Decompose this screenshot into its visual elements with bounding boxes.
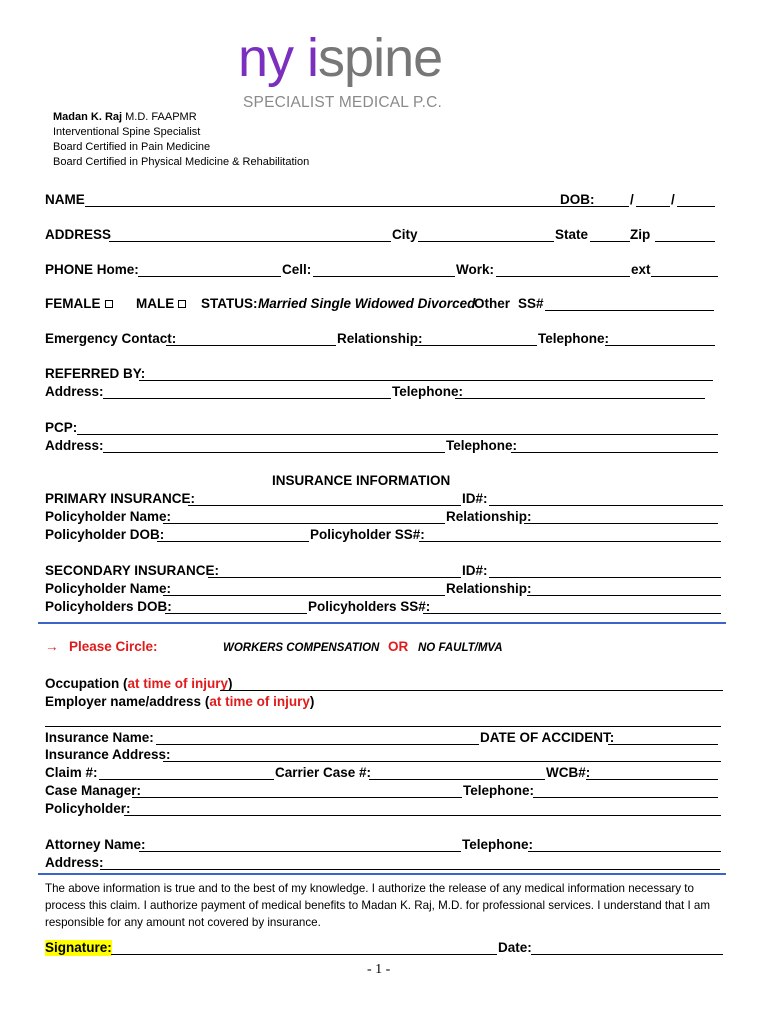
attorney-address-label: Address:	[45, 855, 104, 870]
secondary-id-field[interactable]	[489, 577, 721, 578]
secondary-policyholders-ss-field[interactable]	[423, 613, 721, 614]
female-label: FEMALE	[45, 296, 101, 311]
city-label: City	[392, 227, 418, 242]
logo-subtitle: SPECIALIST MEDICAL P.C.	[243, 94, 442, 111]
no-fault-option[interactable]: NO FAULT/MVA	[418, 642, 503, 654]
name-field[interactable]	[85, 206, 599, 207]
primary-relationship-label: Relationship:	[446, 509, 532, 524]
status-other[interactable]: Other	[474, 296, 511, 311]
signature-field[interactable]	[111, 954, 497, 955]
employer-close-paren: )	[309, 694, 315, 709]
male-option[interactable]	[136, 296, 186, 312]
doctor-cert-pmr: Board Certified in Physical Medicine & Rehabilitation	[53, 156, 310, 168]
practice-logo	[238, 28, 442, 88]
attorney-name-field[interactable]	[139, 851, 461, 852]
dob-year-field[interactable]	[677, 206, 715, 207]
logo-text-spine: spine	[318, 28, 443, 88]
please-circle-label: Please Circle:	[69, 639, 158, 654]
dob-day-field[interactable]	[636, 206, 670, 207]
referred-by-field[interactable]	[139, 380, 713, 381]
relationship-field[interactable]	[415, 345, 537, 346]
employer-time-note: at time of injury	[209, 694, 310, 709]
carrier-case-field[interactable]	[369, 779, 545, 780]
status-label: STATUS:	[201, 296, 258, 311]
referred-address-field[interactable]	[103, 398, 391, 399]
secondary-policyholders-dob-field[interactable]	[165, 613, 307, 614]
pcp-field[interactable]	[77, 434, 718, 435]
primary-policyholder-name-field[interactable]	[163, 523, 445, 524]
page-number: - 1 -	[367, 962, 391, 977]
primary-id-field[interactable]	[489, 505, 723, 506]
insurance-address-label: Insurance Address:	[45, 747, 171, 762]
attorney-telephone-label: Telephone:	[462, 837, 534, 852]
statement-divider	[38, 873, 726, 875]
occupation-field[interactable]	[220, 690, 723, 691]
female-option[interactable]	[45, 296, 113, 312]
work-label: Work:	[456, 262, 495, 277]
status-options[interactable]: Married Single Widowed Divorced	[258, 296, 476, 311]
doctor-name: Madan K. Raj	[53, 111, 123, 123]
dob-label: DOB:	[560, 192, 595, 207]
doctor-credentials: M.D. FAAPMR	[122, 111, 197, 123]
primary-policyholder-dob-field[interactable]	[157, 541, 309, 542]
case-manager-telephone-field[interactable]	[533, 797, 718, 798]
address-field[interactable]	[109, 241, 391, 242]
occupation-close-paren: )	[228, 676, 233, 691]
signature-label: Signature:	[45, 940, 112, 955]
secondary-relationship-field[interactable]	[527, 595, 721, 596]
carrier-case-label: Carrier Case #:	[275, 765, 372, 780]
referred-address-label: Address:	[45, 384, 104, 399]
name-label: NAME	[45, 192, 85, 207]
pcp-address-label: Address:	[45, 438, 104, 453]
section-divider	[38, 622, 726, 624]
primary-insurance-label: PRIMARY INSURANCE:	[45, 491, 196, 506]
secondary-policyholder-name-label: Policyholder Name:	[45, 581, 172, 596]
primary-relationship-field[interactable]	[524, 523, 718, 524]
pcp-telephone-label: Telephone:	[446, 438, 518, 453]
occupation-time-note: at time of injury	[127, 676, 229, 691]
logo-text-ny: ny	[238, 28, 308, 88]
phone-home-label: PHONE Home:	[45, 262, 139, 277]
date-of-accident-label: DATE OF ACCIDENT:	[480, 730, 615, 745]
doctor-name-line	[53, 110, 197, 125]
primary-policyholder-name-label: Policyholder Name:	[45, 509, 172, 524]
attorney-address-field[interactable]	[100, 869, 720, 870]
secondary-insurance-label: SECONDARY INSURANCE:	[45, 563, 220, 578]
city-field[interactable]	[418, 241, 554, 242]
occupation-label-text: Occupation (	[45, 676, 128, 691]
referred-by-label: REFERRED BY:	[45, 366, 146, 381]
phone-home-field[interactable]	[138, 276, 281, 277]
case-manager-telephone-label: Telephone:	[463, 783, 535, 798]
pcp-address-field[interactable]	[103, 452, 445, 453]
referred-telephone-field[interactable]	[455, 398, 705, 399]
primary-policyholder-dob-label: Policyholder DOB:	[45, 527, 165, 542]
employer-label-text: Employer name/address (	[45, 694, 210, 709]
date-label: Date:	[498, 940, 532, 955]
claim-label: Claim #:	[45, 765, 98, 780]
pcp-telephone-field[interactable]	[511, 452, 718, 453]
occupation-label	[45, 676, 233, 692]
referred-telephone-label: Telephone:	[392, 384, 464, 399]
case-manager-field[interactable]	[132, 797, 462, 798]
secondary-insurance-field[interactable]	[208, 577, 461, 578]
dob-slash-1: /	[630, 192, 634, 207]
primary-insurance-field[interactable]	[188, 505, 461, 506]
emergency-telephone-field[interactable]	[605, 345, 715, 346]
employer-field[interactable]	[45, 726, 721, 727]
ss-label: SS#	[518, 296, 544, 311]
policyholder-field[interactable]	[124, 815, 721, 816]
logo-text-i: i	[307, 28, 319, 88]
emergency-contact-field[interactable]	[166, 345, 336, 346]
cell-field[interactable]	[313, 276, 455, 277]
doctor-specialty: Interventional Spine Specialist	[53, 126, 201, 138]
primary-policyholder-ss-label: Policyholder SS#:	[310, 527, 425, 542]
secondary-id-label: ID#:	[462, 563, 488, 578]
male-label: MALE	[136, 296, 175, 311]
arrow-icon: →	[45, 639, 59, 654]
emergency-telephone-label: Telephone:	[538, 331, 610, 346]
date-of-accident-field[interactable]	[608, 744, 718, 745]
insurance-name-label: Insurance Name:	[45, 730, 154, 745]
secondary-relationship-label: Relationship:	[446, 581, 532, 596]
claim-field[interactable]	[99, 779, 274, 780]
workers-comp-option[interactable]: WORKERS COMPENSATION	[223, 642, 380, 654]
cell-label: Cell:	[282, 262, 312, 277]
dob-month-field[interactable]	[593, 206, 629, 207]
pcp-label: PCP:	[45, 420, 78, 435]
state-label: State	[555, 227, 589, 242]
insurance-name-field[interactable]	[156, 744, 479, 745]
primary-policyholder-ss-field[interactable]	[419, 541, 721, 542]
primary-id-label: ID#:	[462, 491, 488, 506]
secondary-policyholders-ss-label: Policyholders SS#:	[308, 599, 431, 614]
female-checkbox[interactable]	[105, 300, 113, 308]
ext-field[interactable]	[651, 276, 718, 277]
work-field[interactable]	[496, 276, 630, 277]
zip-field[interactable]	[655, 241, 715, 242]
zip-label: Zip	[630, 227, 651, 242]
wcb-field[interactable]	[586, 779, 718, 780]
wcb-label: WCB#:	[546, 765, 591, 780]
or-label: OR	[388, 639, 409, 654]
dob-slash-2: /	[671, 192, 675, 207]
policyholder-label: Policyholder:	[45, 801, 131, 816]
case-manager-label: Case Manager:	[45, 783, 142, 798]
secondary-policyholder-name-field[interactable]	[163, 595, 445, 596]
employer-label	[45, 694, 314, 710]
ext-label: ext	[631, 262, 651, 277]
attorney-name-label: Attorney Name:	[45, 837, 146, 852]
ss-field[interactable]	[545, 310, 714, 311]
relationship-label: Relationship:	[337, 331, 423, 346]
attorney-telephone-field[interactable]	[528, 851, 721, 852]
doctor-cert-pain: Board Certified in Pain Medicine	[53, 141, 211, 153]
insurance-address-field[interactable]	[163, 761, 721, 762]
state-field[interactable]	[590, 241, 630, 242]
secondary-policyholders-dob-label: Policyholders DOB:	[45, 599, 172, 614]
authorization-statement: The above information is true and to the best of my knowledge. I authorize the release of any medical information necessary to process this claim. I authorize payment of medical benefits to Madan K. Raj, M.D. for professional services. I understand that I am responsible for any amount not covered by insurance.	[45, 882, 711, 929]
date-field[interactable]	[531, 954, 723, 955]
address-label: ADDRESS	[45, 227, 112, 242]
male-checkbox[interactable]	[178, 300, 186, 308]
emergency-contact-label: Emergency Contact:	[45, 331, 177, 346]
insurance-heading: INSURANCE INFORMATION	[272, 473, 451, 488]
